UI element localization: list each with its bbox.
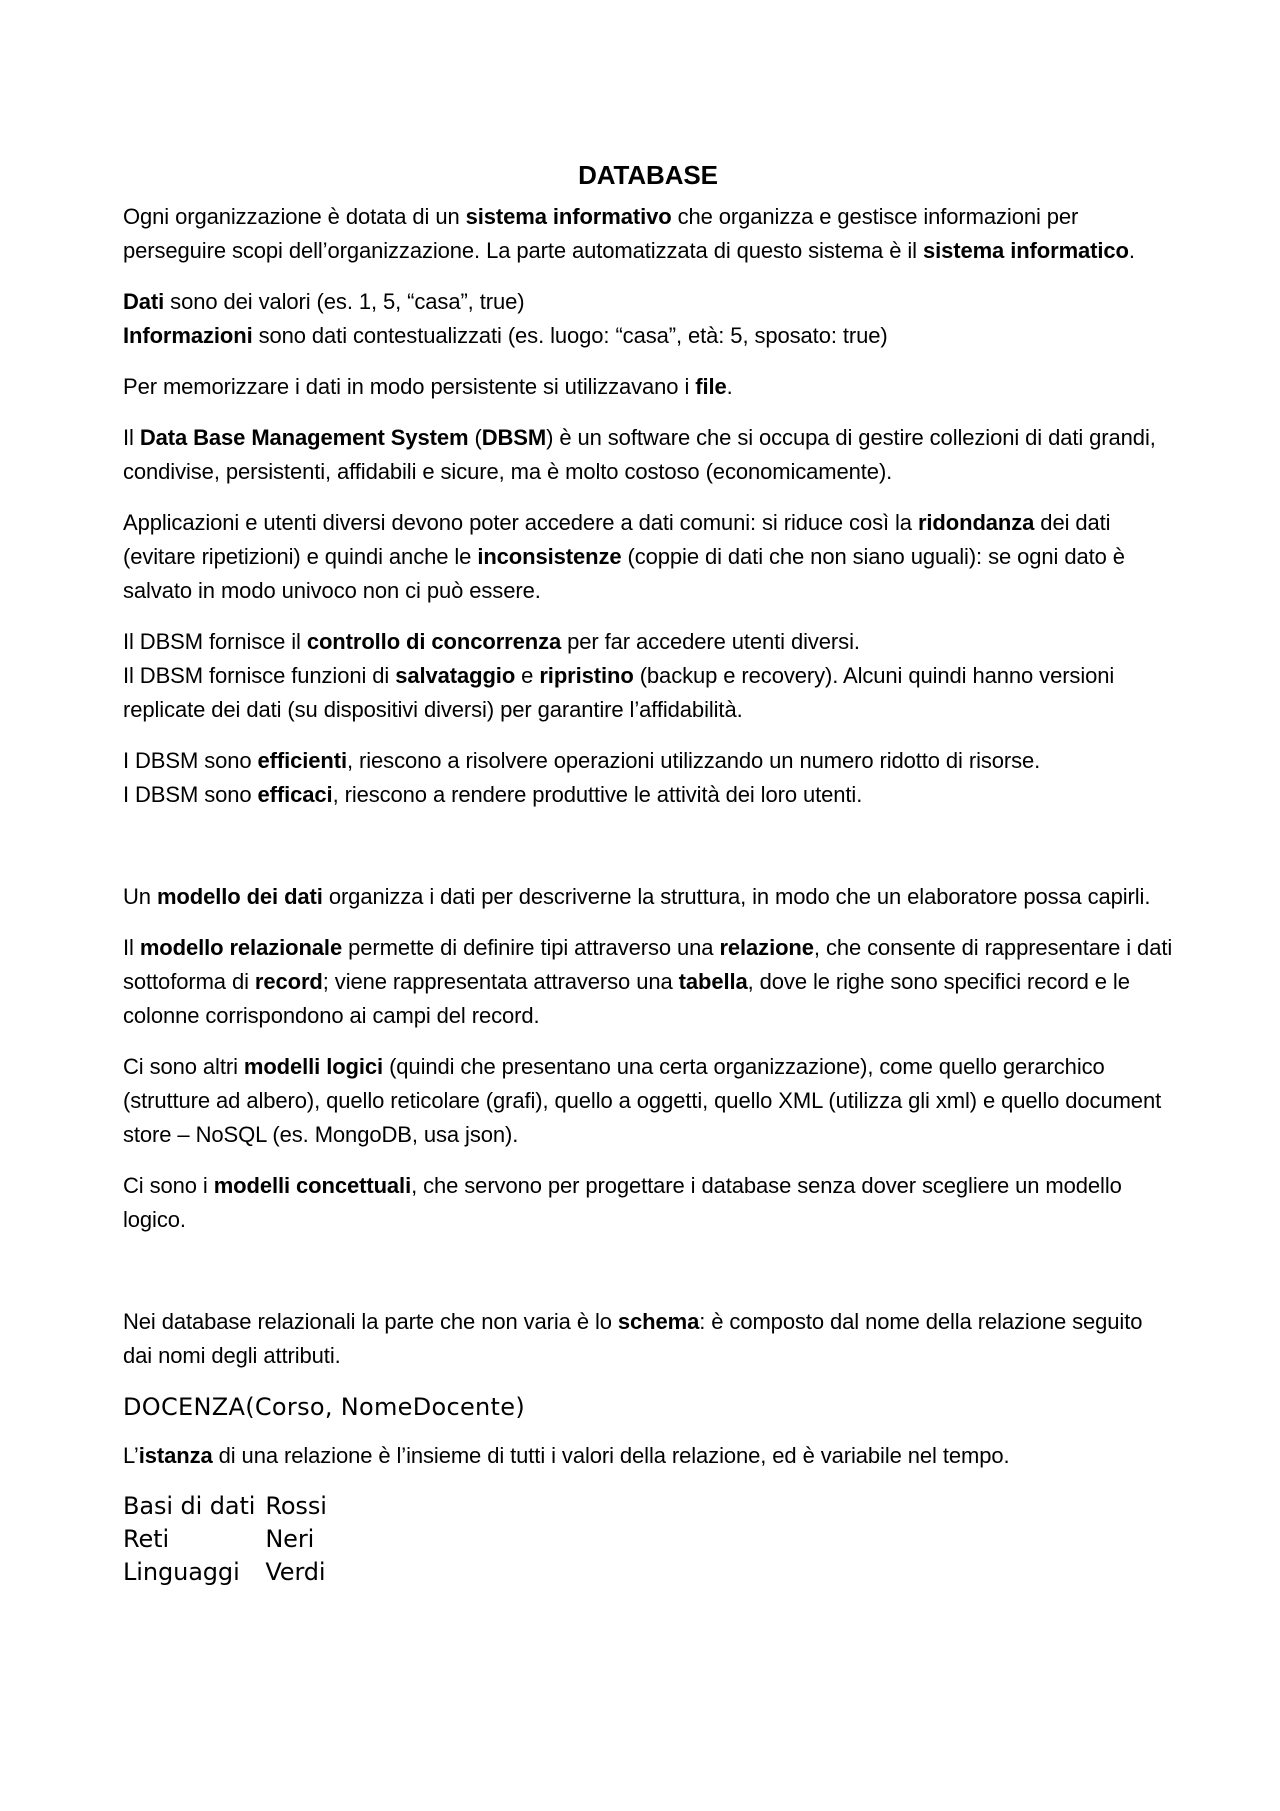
text-span: , riescono a rendere produttive le attività dei loro utenti. <box>332 782 863 807</box>
bold-term: file <box>695 374 727 399</box>
text-span: (coppie di dati che non siano uguali): se ogni dato è salvato in modo univoco non ci può essere. <box>123 544 1125 603</box>
text-span: permette di definire tipi attraverso una <box>342 935 720 960</box>
line-efficienti <box>123 744 1173 778</box>
line-dati <box>123 285 1173 319</box>
text-span: che organizza e gestisce informazioni per perseguire scopi dell’organizzazione. La parte automatizzata di questo sistema è il <box>123 204 1079 263</box>
paragraph-modello-dati <box>123 880 1173 914</box>
bold-term: Dati <box>123 289 165 314</box>
table-row <box>123 1523 337 1556</box>
text-span: Nei database relazionali la parte che non varia è lo <box>123 1309 618 1334</box>
text-span: dei dati (evitare ripetizioni) e quindi anche le <box>123 510 1111 569</box>
paragraph-concorrenza <box>123 625 1173 727</box>
text-span: ; viene rappresentata attraverso una <box>322 969 679 994</box>
bold-term: ridondanza <box>917 510 1035 535</box>
text-span: Ci sono i <box>123 1173 214 1198</box>
bold-term: modelli logici <box>243 1054 384 1079</box>
text-span: sono dei valori (es. 1, 5, “casa”, true) <box>164 289 525 314</box>
text-span: . <box>726 374 733 399</box>
bold-term: DBSM <box>481 425 547 450</box>
table-row <box>123 1490 337 1523</box>
section-spacer <box>123 1254 1173 1305</box>
text-span: e <box>515 663 540 688</box>
text-span: organizza i dati per descriverne la struttura, in modo che un elaboratore possa capirli. <box>322 884 1151 909</box>
bold-term: modello dei dati <box>156 884 323 909</box>
text-span: , che servono per progettare i database senza dover scegliere un modello logico. <box>123 1173 1122 1232</box>
bold-term: Informazioni <box>123 323 253 348</box>
text-span: L’ <box>123 1443 139 1468</box>
table-row <box>123 1556 337 1589</box>
bold-term: sistema informatico <box>922 238 1129 263</box>
text-span: . <box>1128 238 1135 263</box>
text-span: ) è un software che si occupa di gestire collezioni di dati grandi, condivise, persistenti, affidabili e sicure, ma è molto costoso (economicamente). <box>123 425 1156 484</box>
bold-term: record <box>254 969 323 994</box>
paragraph-modello-relazionale <box>123 931 1173 1033</box>
paragraph-istanza <box>123 1439 1173 1473</box>
text-span: Per memorizzare i dati in modo persistente si utilizzavano i <box>123 374 696 399</box>
bold-term: relazione <box>719 935 814 960</box>
paragraph-ridondanza <box>123 506 1173 608</box>
line-concorrenza <box>123 625 1173 659</box>
bold-term: efficaci <box>257 782 333 807</box>
bold-term: istanza <box>138 1443 213 1468</box>
paragraph-dbsm <box>123 421 1173 489</box>
text-span: : è composto dal nome della relazione seguito dai nomi degli attributi. <box>123 1309 1143 1368</box>
paragraph-sistema-informativo <box>123 200 1173 268</box>
cell-docente: Rossi <box>265 1492 327 1520</box>
paragraph-modelli-logici <box>123 1050 1173 1152</box>
bold-term: salvataggio <box>395 663 516 688</box>
text-span: Un <box>123 884 157 909</box>
text-span: Il <box>123 425 140 450</box>
paragraph-schema <box>123 1305 1173 1373</box>
text-span: Il DBSM fornisce il <box>123 629 307 654</box>
text-span: , che consente di rappresentare i dati sottoforma di <box>123 935 1173 994</box>
cell-docente: Verdi <box>265 1558 326 1586</box>
text-span: Ci sono altri <box>123 1054 244 1079</box>
text-span: (quindi che presentano una certa organizzazione), come quello gerarchico (strutture ad albero), quello reticolare (grafi), quello a oggetti, quello XML (utilizza gli xml) e quello document store – NoSQL (es. MongoDB, usa json). <box>123 1054 1162 1147</box>
cell-docente: Neri <box>265 1525 315 1553</box>
document-body <box>123 158 1173 1589</box>
cell-corso: Linguaggi <box>123 1558 240 1586</box>
text-span: per far accedere utenti diversi. <box>561 629 860 654</box>
paragraph-modelli-concettuali <box>123 1169 1173 1237</box>
text-span: , riescono a risolvere operazioni utilizzando un numero ridotto di risorse. <box>347 748 1041 773</box>
section-spacer <box>123 829 1173 880</box>
bold-term: efficienti <box>257 748 347 773</box>
bold-term: tabella <box>678 969 748 994</box>
bold-term: controllo di concorrenza <box>306 629 562 654</box>
bold-term: ripristino <box>539 663 634 688</box>
text-span: (backup e recovery). Alcuni quindi hanno versioni replicate dei dati (su dispositivi diversi) per garantire l’affidabilità. <box>123 663 1115 722</box>
text-span: I DBSM sono <box>123 748 258 773</box>
text-span: Ogni organizzazione è dotata di un <box>123 204 466 229</box>
bold-term: sistema informativo <box>465 204 672 229</box>
bold-term: schema <box>617 1309 700 1334</box>
line-salvataggio <box>123 659 1173 727</box>
bold-term: modelli concettuali <box>213 1173 412 1198</box>
bold-term: Data Base Management System <box>139 425 469 450</box>
text-span: , dove le righe sono specifici record e le colonne corrispondono ai campi del record. <box>123 969 1130 1028</box>
text-span: ( <box>468 425 482 450</box>
line-efficaci <box>123 778 1173 812</box>
text-span: di una relazione è l’insieme di tutti i valori della relazione, ed è variabile nel tempo. <box>212 1443 1010 1468</box>
schema-example: DOCENZA(Corso, NomeDocente) <box>123 1393 525 1421</box>
line-informazioni <box>123 319 1173 353</box>
paragraph-file <box>123 370 1173 404</box>
instance-table <box>123 1490 337 1589</box>
bold-term: inconsistenze <box>477 544 622 569</box>
text-span: I DBSM sono <box>123 782 258 807</box>
bold-term: modello relazionale <box>139 935 343 960</box>
cell-corso: Reti <box>123 1525 170 1553</box>
text-span: Il DBSM fornisce funzioni di <box>123 663 396 688</box>
cell-corso: Basi di dati <box>123 1492 256 1520</box>
text-span: sono dati contestualizzati (es. luogo: “casa”, età: 5, sposato: true) <box>252 323 888 348</box>
paragraph-dati-informazioni <box>123 285 1173 353</box>
paragraph-efficienza <box>123 744 1173 812</box>
text-span: Il <box>123 935 140 960</box>
text-span: Applicazioni e utenti diversi devono poter accedere a dati comuni: si riduce così la <box>123 510 918 535</box>
document-title: DATABASE <box>578 160 718 190</box>
